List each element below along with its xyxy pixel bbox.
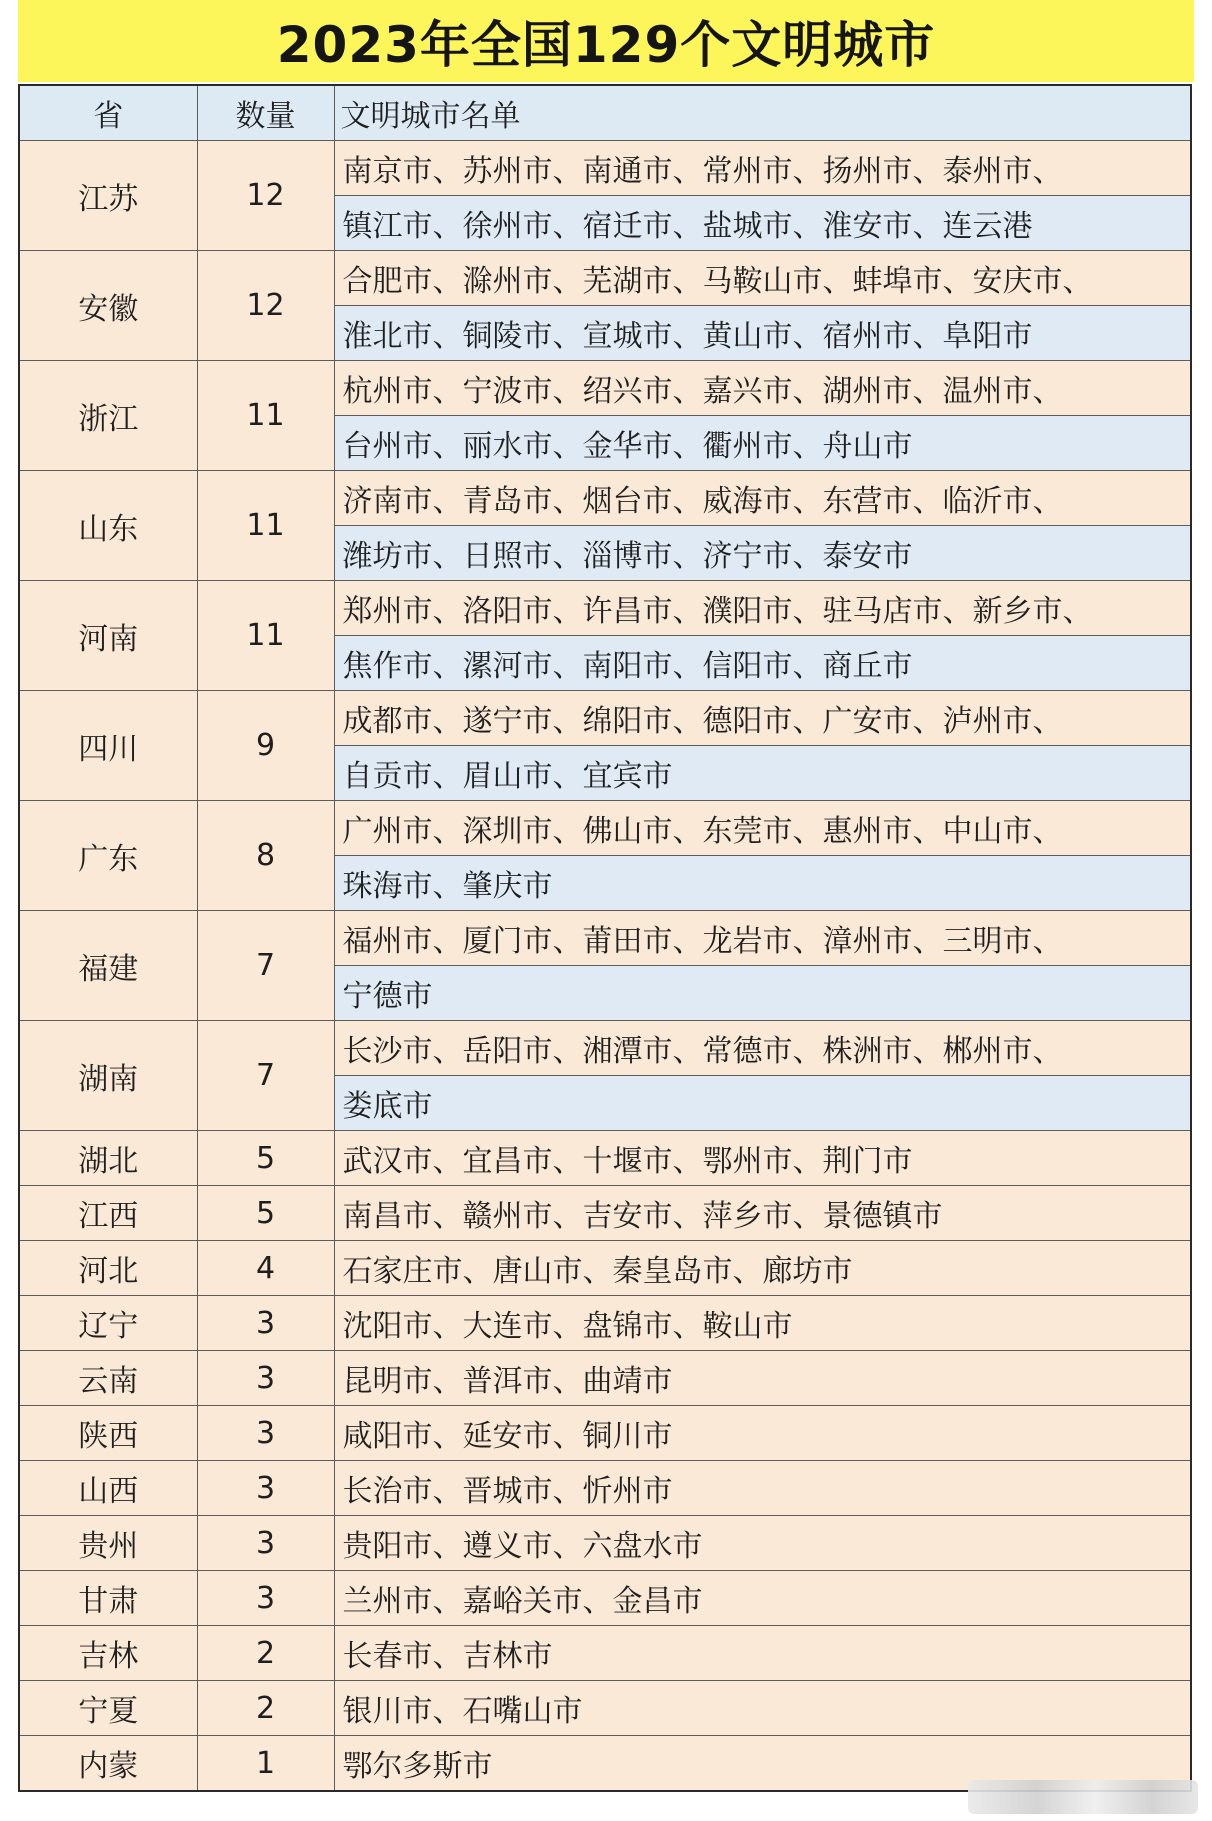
city-list-cell: 咸阳市、延安市、铜川市	[334, 1406, 1191, 1461]
table-row	[19, 1296, 1191, 1351]
table-row	[19, 581, 1191, 636]
province-cell: 湖南	[19, 1021, 197, 1131]
count-cell: 3	[197, 1461, 334, 1516]
province-cell: 四川	[19, 691, 197, 801]
count-cell: 3	[197, 1571, 334, 1626]
province-cell: 宁夏	[19, 1681, 197, 1736]
table-row	[19, 1516, 1191, 1571]
table-row	[19, 1351, 1191, 1406]
count-cell: 11	[197, 471, 334, 581]
city-list-cell: 长沙市、岳阳市、湘潭市、常德市、株洲市、郴州市、	[334, 1021, 1191, 1076]
city-list-cell: 成都市、遂宁市、绵阳市、德阳市、广安市、泸州市、	[334, 691, 1191, 746]
city-list-cell: 贵阳市、遵义市、六盘水市	[334, 1516, 1191, 1571]
table-header-row	[19, 85, 1191, 141]
province-cell: 山西	[19, 1461, 197, 1516]
city-list-cell: 沈阳市、大连市、盘锦市、鞍山市	[334, 1296, 1191, 1351]
city-list-cell: 自贡市、眉山市、宜宾市	[334, 746, 1191, 801]
table-row	[19, 361, 1191, 416]
city-list-cell: 潍坊市、日照市、淄博市、济宁市、泰安市	[334, 526, 1191, 581]
city-list-cell: 武汉市、宜昌市、十堰市、鄂州市、荆门市	[334, 1131, 1191, 1186]
city-list-cell: 宁德市	[334, 966, 1191, 1021]
province-cell: 辽宁	[19, 1296, 197, 1351]
province-cell: 江苏	[19, 141, 197, 251]
header-count: 数量	[197, 85, 334, 141]
count-cell: 7	[197, 911, 334, 1021]
city-list-cell: 银川市、石嘴山市	[334, 1681, 1191, 1736]
table-row	[19, 141, 1191, 196]
city-list-cell: 南昌市、赣州市、吉安市、萍乡市、景德镇市	[334, 1186, 1191, 1241]
table-row	[19, 1241, 1191, 1296]
count-cell: 12	[197, 141, 334, 251]
table-row	[19, 471, 1191, 526]
province-cell: 甘肃	[19, 1571, 197, 1626]
province-cell: 陕西	[19, 1406, 197, 1461]
table-row	[19, 1406, 1191, 1461]
count-cell: 5	[197, 1131, 334, 1186]
table-row	[19, 1021, 1191, 1076]
table-row	[19, 801, 1191, 856]
province-cell: 内蒙	[19, 1736, 197, 1792]
city-list-cell: 南京市、苏州市、南通市、常州市、扬州市、泰州市、	[334, 141, 1191, 196]
table-row	[19, 251, 1191, 306]
city-list-cell: 合肥市、滁州市、芜湖市、马鞍山市、蚌埠市、安庆市、	[334, 251, 1191, 306]
cities-table-body	[19, 85, 1191, 1791]
city-list-cell: 郑州市、洛阳市、许昌市、濮阳市、驻马店市、新乡市、	[334, 581, 1191, 636]
city-list-cell: 鄂尔多斯市	[334, 1736, 1191, 1792]
count-cell: 12	[197, 251, 334, 361]
table-row	[19, 1571, 1191, 1626]
province-cell: 湖北	[19, 1131, 197, 1186]
page-title: 2023年全国129个文明城市	[18, 0, 1194, 82]
table-row	[19, 1681, 1191, 1736]
cities-table	[18, 84, 1192, 1792]
city-list-cell: 台州市、丽水市、金华市、衢州市、舟山市	[334, 416, 1191, 471]
count-cell: 9	[197, 691, 334, 801]
province-cell: 广东	[19, 801, 197, 911]
city-list-cell: 兰州市、嘉峪关市、金昌市	[334, 1571, 1191, 1626]
province-cell: 贵州	[19, 1516, 197, 1571]
count-cell: 3	[197, 1351, 334, 1406]
city-list-cell: 淮北市、铜陵市、宣城市、黄山市、宿州市、阜阳市	[334, 306, 1191, 361]
count-cell: 5	[197, 1186, 334, 1241]
city-list-cell: 石家庄市、唐山市、秦皇岛市、廊坊市	[334, 1241, 1191, 1296]
city-list-cell: 济南市、青岛市、烟台市、威海市、东营市、临沂市、	[334, 471, 1191, 526]
city-list-cell: 广州市、深圳市、佛山市、东莞市、惠州市、中山市、	[334, 801, 1191, 856]
city-list-cell: 珠海市、肇庆市	[334, 856, 1191, 911]
city-list-cell: 长治市、晋城市、忻州市	[334, 1461, 1191, 1516]
blurred-watermark	[968, 1780, 1198, 1814]
province-cell: 山东	[19, 471, 197, 581]
count-cell: 2	[197, 1626, 334, 1681]
count-cell: 3	[197, 1406, 334, 1461]
count-cell: 8	[197, 801, 334, 911]
table-row	[19, 1186, 1191, 1241]
city-list-cell: 焦作市、漯河市、南阳市、信阳市、商丘市	[334, 636, 1191, 691]
count-cell: 3	[197, 1516, 334, 1571]
header-city-list: 文明城市名单	[334, 85, 1191, 141]
table-row	[19, 1626, 1191, 1681]
province-cell: 江西	[19, 1186, 197, 1241]
city-list-cell: 昆明市、普洱市、曲靖市	[334, 1351, 1191, 1406]
city-list-cell: 杭州市、宁波市、绍兴市、嘉兴市、湖州市、温州市、	[334, 361, 1191, 416]
table-row	[19, 691, 1191, 746]
province-cell: 云南	[19, 1351, 197, 1406]
city-list-cell: 长春市、吉林市	[334, 1626, 1191, 1681]
province-cell: 安徽	[19, 251, 197, 361]
province-cell: 吉林	[19, 1626, 197, 1681]
header-province: 省	[19, 85, 197, 141]
city-list-cell: 福州市、厦门市、莆田市、龙岩市、漳州市、三明市、	[334, 911, 1191, 966]
count-cell: 4	[197, 1241, 334, 1296]
province-cell: 河南	[19, 581, 197, 691]
count-cell: 2	[197, 1681, 334, 1736]
table-row	[19, 1131, 1191, 1186]
province-cell: 河北	[19, 1241, 197, 1296]
count-cell: 11	[197, 361, 334, 471]
city-list-cell: 镇江市、徐州市、宿迁市、盐城市、淮安市、连云港	[334, 196, 1191, 251]
count-cell: 7	[197, 1021, 334, 1131]
count-cell: 1	[197, 1736, 334, 1792]
count-cell: 11	[197, 581, 334, 691]
table-row	[19, 1461, 1191, 1516]
table-row	[19, 911, 1191, 966]
province-cell: 福建	[19, 911, 197, 1021]
province-cell: 浙江	[19, 361, 197, 471]
count-cell: 3	[197, 1296, 334, 1351]
city-list-cell: 娄底市	[334, 1076, 1191, 1131]
